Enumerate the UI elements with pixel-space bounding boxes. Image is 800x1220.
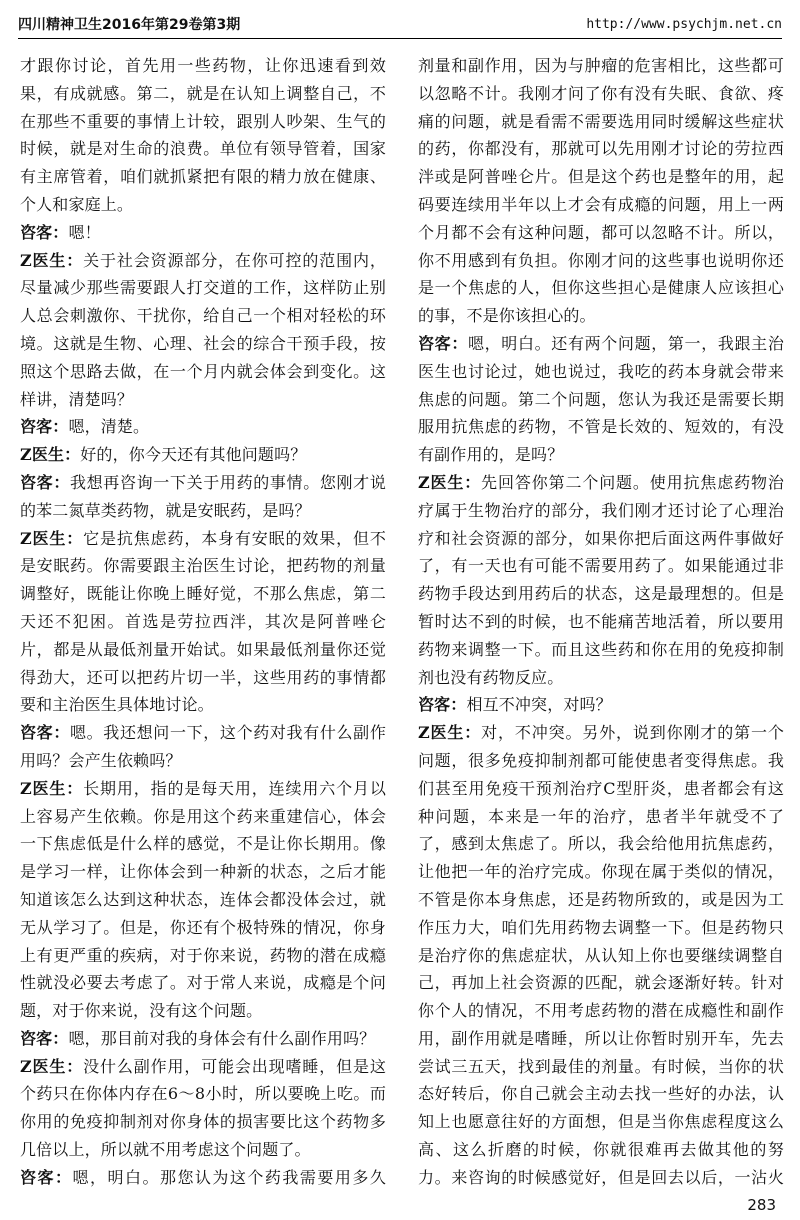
dialogue-text: 长期用，指的是每天用，连续用六个月以上容易产生依赖。你是用这个药来重建信心，体会一下焦虑低是什么样的感觉，不是让你长期用。像是学习一样，让你体会到一种新的状态，之后才能知道该怎么达到这种状态，连体会都没体会过，就无从学习了。但是，你还有个极特殊的情况，你身上有更严重的疾病，对于你来说，药物的潜在成瘾性就没必要去考虑了。对于常人来说，成瘾是个问题，对于你来说，没有这个问题。: [20, 778, 386, 1021]
speaker-label: Z医生：: [20, 445, 81, 465]
dialogue-paragraph: [20, 441, 386, 469]
journal-url: http://www.psychjm.net.cn: [586, 17, 782, 32]
dialogue-text: 先回答你第二个问题。使用抗焦虑药物治疗属于生物治疗的部分，我们刚才还讨论了心理治疗和社会资源的部分，如果你把后面这两件事做好了，有一天也有可能不需要用药了。如果能通过非药物手段达到用药后的状态，这是最理想的。但是暂时达不到的时候，也不能痛苦地活着，所以要用药物来调整一下。而且这些药和你在用的免疫抑制剂也没有药物反应。: [418, 472, 784, 687]
dialogue-text: 它是抗焦虑药，本身有安眠的效果，但不是安眠药。你需要跟主治医生讨论，把药物的剂量调整好，既能让你晚上睡好觉，不那么焦虑，第二天还不犯困。首选是劳拉西泮，其次是阿普唑仑片，都是从最低剂量开始试。如果最低剂量你还觉得劲大，还可以把药片切一半，这些用药的事情都要和主治医生具体地讨论。: [20, 528, 386, 715]
running-header: [18, 12, 782, 39]
speaker-label: 咨客：: [418, 695, 467, 715]
dialogue-paragraph: [20, 1164, 386, 1192]
dialogue-text: 嗯。我还想问一下，这个药对我有什么副作用吗？会产生依赖吗？: [20, 723, 386, 770]
dialogue-text: 才跟你讨论，首先用一些药物，让你迅速看到效果，有成就感。第二，就是在认知上调整自己，不在那些不重要的事情上计较，跟别人吵架、生气的时候，就是对生命的浪费。单位有领导管着，国家有主席管着，咱们就抓紧把有限的精力放在健康、个人和家庭上。: [20, 56, 386, 214]
dialogue-text: 对，不冲突。另外，说到你刚才的第一个问题，很多免疫抑制剂都可能使患者变得焦虑。我们甚至用免疫干预剂治疗C型肝炎，患者都会有这种问题，本来是一年的治疗，患者半年就受不了了，感到太焦虑了。所以，我会给他用抗焦虑药，让他把一年的治疗完成。你现在属于类似的情况，不管是你本身焦虑，还是药物所致的，或是因为工作压力大，咱们先用药物去调整一下。但是药物只是治疗你的焦虑症状，从认知上你也要继续调整自己，再加上社会资源的匹配，就会逐渐好转。针对你个人的情况，不用考虑药物的潜在成瘾性和副作用，副作用就是嗜睡，所以让你暂时别开车，先去尝试三五天，找到最佳的剂量。有时候，当你的状态好转后，你自己就会主动去找一些好的办法，认知上也愿意往好的方面想，但是当你焦虑程度这么高、这么折磨的时候，你就很难再去做其他的努力。来咨询的时候感觉好，但是回去以后，一沾火: [418, 723, 784, 1187]
dialogue-text: 嗯！: [68, 222, 101, 242]
journal-issue: 四川精神卫生2016年第29卷第3期: [18, 17, 241, 33]
dialogue-text: 关于社会资源部分，在你可控的范围内，尽量减少那些需要跟人打交道的工作，这样防止别人总会刺激你、干扰你，给自己一个相对轻松的环境。这就是生物、心理、社会的综合干预手段，按照这个思路去做，在一个月内就会体会到变化。这样讲，清楚吗？: [20, 250, 386, 409]
dialogue-text: 好的，你今天还有其他问题吗？: [80, 445, 307, 465]
page-number: 283: [747, 1196, 776, 1214]
dialogue-paragraph: [418, 469, 784, 691]
dialogue-paragraph: [418, 330, 784, 469]
speaker-label: 咨客：: [20, 472, 70, 492]
dialogue-paragraph: [20, 775, 386, 1025]
dialogue-text: 嗯，那目前对我的身体会有什么副作用吗？: [68, 1028, 376, 1048]
speaker-label: Z医生：: [20, 250, 84, 270]
dialogue-paragraph: [20, 219, 386, 247]
dialogue-text: 嗯，明白。那您认为这个药我需要用多久: [72, 1167, 386, 1187]
dialogue-paragraph: [418, 52, 784, 330]
speaker-label: 咨客：: [20, 723, 70, 743]
speaker-label: Z医生：: [20, 528, 84, 548]
speaker-label: Z医生：: [418, 472, 482, 492]
dialogue-paragraph: [20, 719, 386, 775]
speaker-label: 咨客：: [20, 222, 69, 242]
dialogue-paragraph: [418, 691, 784, 719]
speaker-label: 咨客：: [20, 1167, 73, 1187]
speaker-label: Z医生：: [418, 723, 482, 743]
dialogue-paragraph: [20, 247, 386, 414]
right-column: [418, 52, 784, 1192]
dialogue-text: 相互不冲突，对吗？: [466, 695, 612, 715]
dialogue-text: 嗯，明白。还有两个问题，第一，我跟主治医生也讨论过，她也说过，我吃的药本身就会带来焦虑的问题。第二个问题，您认为我还是需要长期服用抗焦虑的药物，不管是长效的、短效的，有没有副作用的，是吗？: [418, 333, 784, 465]
speaker-label: 咨客：: [20, 417, 69, 437]
speaker-label: 咨客：: [20, 1028, 69, 1048]
dialogue-text: 没什么副作用，可能会出现嗜睡，但是这个药只在你体内存在6～8小时，所以要晚上吃。而你用的免疫抑制剂对你身体的损害要比这个药物多几倍以上，所以就不用考虑这个问题了。: [20, 1056, 386, 1160]
speaker-label: 咨客：: [418, 333, 468, 353]
dialogue-paragraph: [20, 1053, 386, 1164]
dialogue-paragraph: [20, 469, 386, 525]
dialogue-text: 我想再咨询一下关于用药的事情。您刚才说的苯二氮草类药物，就是安眠药，是吗？: [20, 472, 386, 520]
dialogue-paragraph: [418, 719, 784, 1192]
dialogue-text: 剂量和副作用，因为与肿瘤的危害相比，这些都可以忽略不计。我刚才问了你有没有失眠、食欲、疼痛的问题，就是看需不需要选用同时缓解这些症状的药，你都没有，那就可以先用刚才讨论的劳拉西泮或是阿普唑仑片。但是这个药也是整年的用，起码要连续用半年以上才会有成瘾的问题，用上一两个月都不会有这种问题，都可以忽略不计。所以，你不用感到有负担。你刚才问的这些事也说明你还是一个焦虑的人，但你这些担心是健康人应该担心的事，不是你该担心的。: [418, 56, 784, 326]
dialogue-paragraph: [20, 1025, 386, 1053]
speaker-label: Z医生：: [20, 778, 84, 798]
left-column: [20, 52, 386, 1192]
dialogue-paragraph: [20, 52, 386, 219]
dialogue-paragraph: [20, 525, 386, 720]
speaker-label: Z医生：: [20, 1056, 84, 1076]
dialogue-paragraph: [20, 413, 386, 441]
dialogue-text: 嗯，清楚。: [68, 417, 150, 437]
